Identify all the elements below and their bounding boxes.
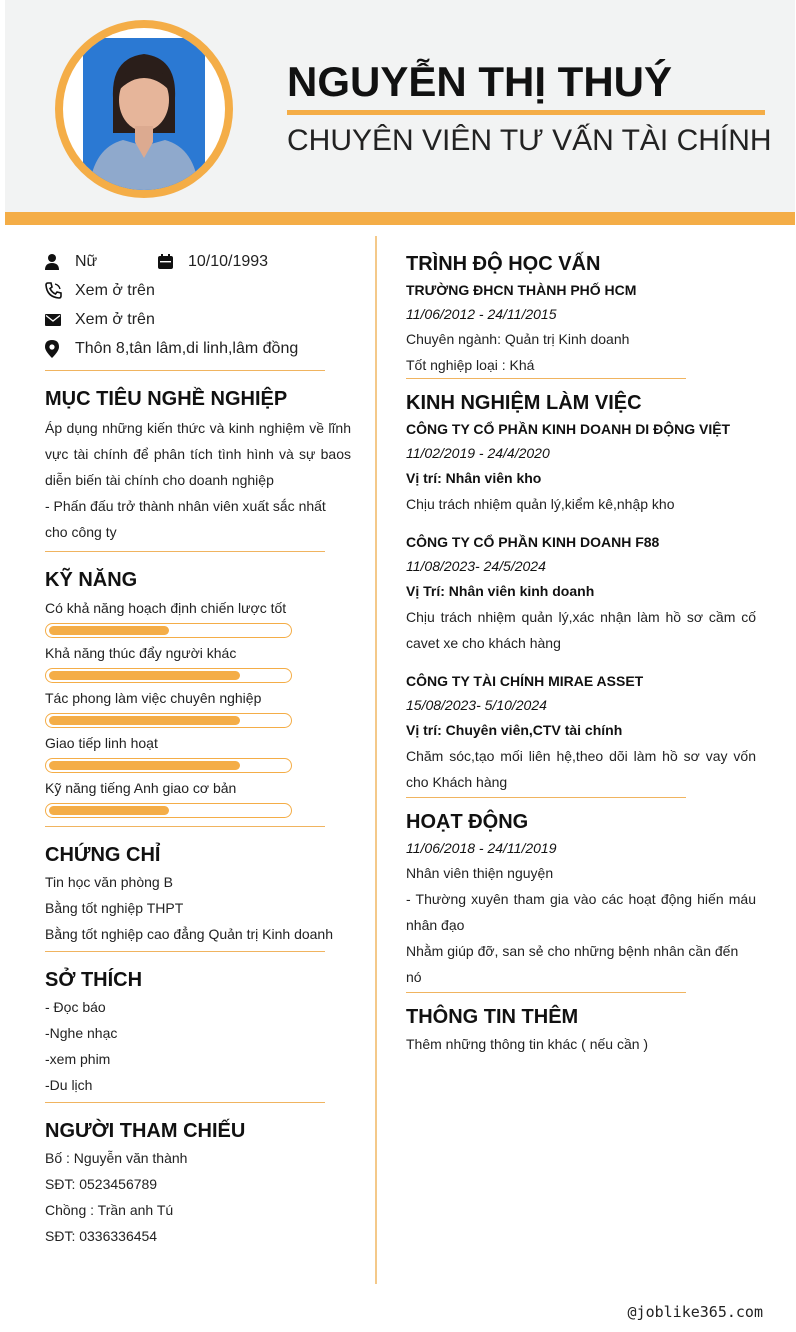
objective-goal: - Phấn đấu trở thành nhân viên xuất sắc nhất cho công ty — [45, 498, 326, 540]
footer-watermark: @joblike365.com — [627, 1303, 763, 1321]
job-description: Chịu trách nhiệm quản lý,kiểm kê,nhập kho — [406, 496, 675, 512]
avatar — [63, 28, 225, 190]
info-row-gender-birthday — [45, 247, 351, 276]
hobby-item: - Đọc báo — [45, 999, 106, 1015]
skill-level-fill — [49, 716, 240, 725]
skill-level-bar — [45, 623, 292, 638]
reference-item: Chồng : Trần anh Tú — [45, 1202, 174, 1218]
activity-role: Nhân viên thiện nguyện — [406, 865, 554, 881]
job-entry — [406, 530, 756, 656]
hobby-item: -xem phim — [45, 1051, 111, 1067]
objective-title: MỤC TIÊU NGHỀ NGHIỆP — [45, 388, 288, 410]
job-role: Vị trí: Nhân viên kho — [406, 470, 542, 486]
skill-level-fill — [49, 626, 169, 635]
experience-title: KINH NGHIỆM LÀM VIỆC — [406, 392, 642, 414]
job-date: 11/02/2019 - 24/4/2020 — [406, 445, 550, 461]
objective-text: Áp dụng những kiến thức và kinh nghiệm về lĩnh vực tài chính để phân tích tình hình và sự baos diễn biến tài chính cho doanh nghiệp — [45, 420, 351, 488]
skill-level-bar — [45, 713, 292, 728]
hobbies-title: SỞ THÍCH — [45, 969, 143, 991]
certificate-item: Bằng tốt nghiệp cao đẳng Quản trị Kinh doanh — [45, 926, 333, 942]
section-divider — [406, 797, 686, 798]
job-description: Chăm sóc,tạo mối liên hệ,theo dõi làm hồ sơ vay vốn cho Khách hàng — [406, 748, 756, 790]
info-row-phone — [45, 276, 351, 305]
phone-icon — [45, 282, 75, 299]
left-column — [45, 247, 351, 1249]
company-name: CÔNG TY CỔ PHẦN KINH DOANH F88 — [406, 534, 660, 550]
section-divider — [406, 378, 686, 379]
skill-level-bar — [45, 668, 292, 683]
job-date: 11/08/2023- 24/5/2024 — [406, 558, 546, 574]
name-underline — [287, 110, 765, 115]
section-divider — [45, 826, 325, 827]
phone-value: Xem ở trên — [75, 281, 155, 299]
header-accent-bar — [5, 212, 795, 225]
email-value: Xem ở trên — [75, 310, 155, 328]
address-value: Thôn 8,tân lâm,di linh,lâm đồng — [75, 339, 299, 357]
section-divider — [45, 1102, 325, 1103]
hobby-item: -Nghe nhạc — [45, 1025, 118, 1041]
reference-item: SĐT: 0336336454 — [45, 1228, 158, 1244]
job-description: Chịu trách nhiệm quản lý,xác nhận làm hồ sơ cầm cố cavet xe cho khách hàng — [406, 609, 756, 651]
job-date: 15/08/2023- 5/10/2024 — [406, 697, 547, 713]
skill-level-bar — [45, 758, 292, 773]
envelope-icon — [45, 314, 75, 326]
skill-label: Tác phong làm việc chuyên nghiệp — [45, 690, 262, 706]
reference-item: SĐT: 0523456789 — [45, 1176, 158, 1192]
birthday-value: 10/10/1993 — [188, 252, 269, 270]
certificate-item: Tin học văn phòng B — [45, 874, 173, 890]
gender-value: Nữ — [75, 252, 98, 270]
education-title: TRÌNH ĐỘ HỌC VẤN — [406, 253, 601, 275]
section-divider — [406, 992, 686, 993]
person-icon — [45, 254, 75, 270]
education-date: 11/06/2012 - 24/11/2015 — [406, 306, 557, 322]
reference-item: Bố : Nguyễn văn thành — [45, 1150, 188, 1166]
education-grade: Tốt nghiệp loại : Khá — [406, 357, 535, 373]
company-name: CÔNG TY CỔ PHẦN KINH DOANH DI ĐỘNG VIỆT — [406, 421, 731, 437]
skill-label: Giao tiếp linh hoạt — [45, 735, 158, 751]
more-info-text: Thêm những thông tin khác ( nếu cần ) — [406, 1036, 649, 1052]
job-title: CHUYÊN VIÊN TƯ VẤN TÀI CHÍNH — [287, 124, 772, 157]
certificate-item: Bằng tốt nghiệp THPT — [45, 900, 184, 916]
info-row-address — [45, 334, 351, 363]
info-row-email — [45, 305, 351, 334]
activity-date: 11/06/2018 - 24/11/2019 — [406, 840, 557, 856]
location-pin-icon — [45, 340, 75, 358]
company-name: CÔNG TY TÀI CHÍNH MIRAE ASSET — [406, 673, 644, 689]
activities-title: HOẠT ĐỘNG — [406, 811, 529, 833]
education-major: Chuyên ngành: Quản trị Kinh doanh — [406, 331, 630, 347]
job-entry — [406, 669, 756, 795]
section-divider — [45, 551, 325, 552]
section-divider — [45, 370, 325, 371]
skill-label: Khả năng thúc đẩy người khác — [45, 645, 237, 661]
skill-level-fill — [49, 761, 240, 770]
section-divider — [45, 951, 325, 952]
skill-label: Kỹ năng tiếng Anh giao cơ bản — [45, 780, 237, 796]
certificates-title: CHỨNG CHỈ — [45, 844, 161, 866]
more-info-title: THÔNG TIN THÊM — [406, 1006, 579, 1028]
skill-label: Có khả năng hoạch định chiến lược tốt — [45, 600, 287, 616]
hobby-item: -Du lịch — [45, 1077, 93, 1093]
skill-level-bar — [45, 803, 292, 818]
skill-level-fill — [49, 671, 240, 680]
profile-photo — [83, 38, 205, 190]
school-name: TRƯỜNG ĐHCN THÀNH PHỐ HCM — [406, 282, 637, 298]
skill-level-fill — [49, 806, 169, 815]
right-column — [406, 250, 756, 1057]
candidate-name: NGUYỄN THỊ THUÝ — [287, 58, 673, 105]
skills-list — [45, 599, 351, 818]
job-entry — [406, 417, 756, 517]
calendar-icon — [158, 254, 188, 269]
job-role: Vị trí: Chuyên viên,CTV tài chính — [406, 722, 623, 738]
references-title: NGƯỜI THAM CHIẾU — [45, 1120, 246, 1142]
skills-title: KỸ NĂNG — [45, 569, 138, 591]
column-divider — [375, 236, 377, 1284]
job-role: Vị Trí: Nhân viên kinh doanh — [406, 583, 595, 599]
activity-description: - Thường xuyên tham gia vào các hoạt động hiến máu nhân đạo — [406, 891, 756, 933]
activity-description: Nhằm giúp đỡ, san sẻ cho những bệnh nhân cần đến nó — [406, 943, 739, 985]
